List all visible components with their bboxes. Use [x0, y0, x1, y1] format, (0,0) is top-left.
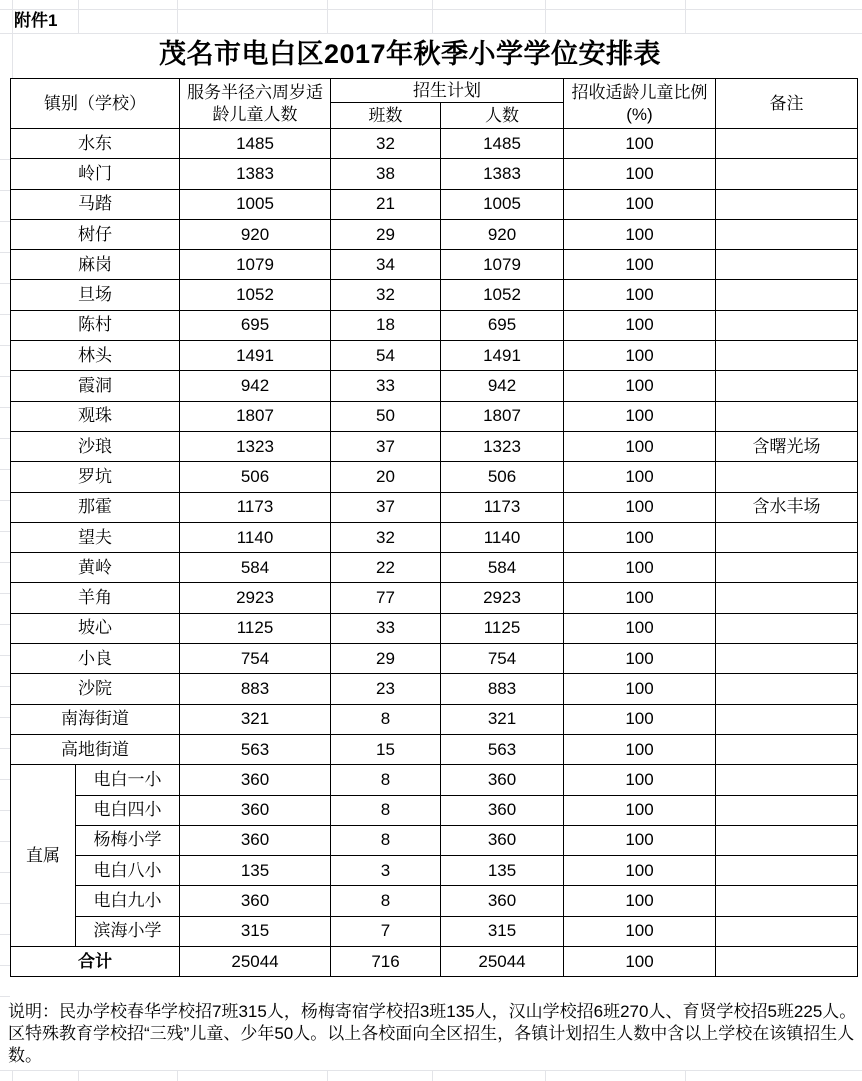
col-header-service-children: 服务半径六周岁适龄儿童人数 [180, 79, 331, 129]
cell-ratio: 100 [564, 825, 716, 855]
cell-ratio: 100 [564, 280, 716, 310]
cell-remark [716, 856, 858, 886]
cell-student-count: 360 [441, 765, 564, 795]
cell-children-count: 883 [180, 674, 331, 704]
cell-ratio: 100 [564, 159, 716, 189]
cell-student-count: 1173 [441, 492, 564, 522]
direct-group-label: 直属 [11, 765, 76, 947]
cell-remark [716, 341, 858, 371]
table-row [11, 825, 858, 855]
header-row-1 [11, 79, 858, 103]
cell-children-count: 360 [180, 886, 331, 916]
spreadsheet-gridline [0, 33, 862, 34]
table-row [11, 189, 858, 219]
cell-student-count: 321 [441, 704, 564, 734]
cell-student-count: 360 [441, 825, 564, 855]
table-row [11, 553, 858, 583]
spreadsheet-gridline [12, 1070, 13, 1081]
cell-student-count: 1807 [441, 401, 564, 431]
cell-ratio: 100 [564, 644, 716, 674]
cell-class-count: 23 [331, 674, 441, 704]
spreadsheet-gridline [177, 0, 178, 33]
cell-town: 树仔 [11, 219, 180, 249]
cell-town: 林头 [11, 341, 180, 371]
cell-student-count: 2923 [441, 583, 564, 613]
cell-remark [716, 916, 858, 946]
cell-class-count: 8 [331, 765, 441, 795]
table-row [11, 916, 858, 946]
cell-children-count: 1173 [180, 492, 331, 522]
cell-children-count: 1140 [180, 522, 331, 552]
cell-ratio: 100 [564, 856, 716, 886]
cell-class-count: 8 [331, 795, 441, 825]
cell-ratio: 100 [564, 371, 716, 401]
cell-remark [716, 250, 858, 280]
cell-ratio: 100 [564, 492, 716, 522]
cell-children-count: 1485 [180, 129, 331, 159]
cell-ratio: 100 [564, 462, 716, 492]
cell-remark [716, 129, 858, 159]
cell-student-count: 1485 [441, 129, 564, 159]
enrollment-table [10, 78, 858, 977]
cell-student-count: 1140 [441, 522, 564, 552]
cell-ratio: 100 [564, 219, 716, 249]
cell-town: 小良 [11, 644, 180, 674]
table-row [11, 431, 858, 461]
spreadsheet-gridline [177, 1070, 178, 1081]
cell-children-count: 920 [180, 219, 331, 249]
attachment-label: 附件1 [14, 11, 58, 30]
cell-ratio: 100 [564, 704, 716, 734]
cell-remark [716, 159, 858, 189]
cell-student-count: 563 [441, 734, 564, 764]
cell-town: 黄岭 [11, 553, 180, 583]
cell-ratio: 100 [564, 765, 716, 795]
cell-town: 陈村 [11, 310, 180, 340]
cell-ratio: 100 [564, 795, 716, 825]
cell-children-count: 1383 [180, 159, 331, 189]
page-title: 茂名市电白区2017年秋季小学学位安排表 [158, 39, 662, 69]
cell-class-count: 29 [331, 644, 441, 674]
cell-children-count: 1807 [180, 401, 331, 431]
cell-student-count: 1383 [441, 159, 564, 189]
table-row [11, 129, 858, 159]
spreadsheet-gridline [78, 1070, 79, 1081]
cell-class-count: 18 [331, 310, 441, 340]
cell-class-count: 21 [331, 189, 441, 219]
cell-ratio: 100 [564, 947, 716, 977]
cell-class-count: 50 [331, 401, 441, 431]
cell-student-count: 1005 [441, 189, 564, 219]
cell-class-count: 37 [331, 492, 441, 522]
cell-remark [716, 644, 858, 674]
cell-town: 马踏 [11, 189, 180, 219]
cell-children-count: 321 [180, 704, 331, 734]
cell-student-count: 360 [441, 795, 564, 825]
cell-class-count: 33 [331, 613, 441, 643]
cell-ratio: 100 [564, 613, 716, 643]
cell-children-count: 754 [180, 644, 331, 674]
cell-remark [716, 401, 858, 431]
spreadsheet-gridline [327, 1070, 328, 1081]
cell-ratio: 100 [564, 886, 716, 916]
table-row [11, 492, 858, 522]
cell-class-count: 15 [331, 734, 441, 764]
cell-town: 坡心 [11, 613, 180, 643]
cell-town: 观珠 [11, 401, 180, 431]
cell-remark [716, 734, 858, 764]
col-header-class-count: 班数 [331, 103, 441, 129]
cell-class-count: 34 [331, 250, 441, 280]
cell-children-count: 695 [180, 310, 331, 340]
cell-student-count: 360 [441, 886, 564, 916]
cell-children-count: 360 [180, 765, 331, 795]
cell-children-count: 1125 [180, 613, 331, 643]
cell-class-count: 32 [331, 522, 441, 552]
cell-student-count: 1125 [441, 613, 564, 643]
cell-remark [716, 674, 858, 704]
cell-children-count: 360 [180, 795, 331, 825]
col-header-remarks: 备注 [716, 79, 858, 129]
col-header-student-count: 人数 [441, 103, 564, 129]
cell-class-count: 7 [331, 916, 441, 946]
cell-children-count: 506 [180, 462, 331, 492]
cell-remark [716, 765, 858, 795]
cell-children-count: 315 [180, 916, 331, 946]
cell-children-count: 1052 [180, 280, 331, 310]
cell-remark [716, 310, 858, 340]
cell-town: 南海街道 [11, 704, 180, 734]
table-row [11, 310, 858, 340]
cell-class-count: 3 [331, 856, 441, 886]
cell-remark [716, 704, 858, 734]
cell-town: 羊角 [11, 583, 180, 613]
cell-town: 望夫 [11, 522, 180, 552]
cell-remark [716, 189, 858, 219]
total-row [11, 947, 858, 977]
table-row [11, 644, 858, 674]
cell-town: 岭门 [11, 159, 180, 189]
cell-children-count: 360 [180, 825, 331, 855]
table-row [11, 522, 858, 552]
cell-ratio: 100 [564, 674, 716, 704]
cell-class-count: 54 [331, 341, 441, 371]
cell-ratio: 100 [564, 583, 716, 613]
cell-children-count: 942 [180, 371, 331, 401]
cell-class-count: 33 [331, 371, 441, 401]
cell-student-count: 506 [441, 462, 564, 492]
cell-town: 水东 [11, 129, 180, 159]
spreadsheet-gridline [432, 1070, 433, 1081]
cell-student-count: 584 [441, 553, 564, 583]
cell-remark [716, 280, 858, 310]
cell-children-count: 2923 [180, 583, 331, 613]
cell-remark [716, 825, 858, 855]
cell-remark [716, 553, 858, 583]
table-row [11, 856, 858, 886]
cell-student-count: 315 [441, 916, 564, 946]
table-row [11, 219, 858, 249]
note-text: 说明：民办学校春华学校招7班315人，杨梅寄宿学校招3班135人，汉山学校招6班270人、育贤学校招5班225人。区特殊教育学校招“三残”儿童、少年50人。以上各校面向全区招生，各镇计划招生人数中含以上学校在该镇招生人数。 [8, 1002, 857, 1065]
cell-student-count: 754 [441, 644, 564, 674]
cell-remark [716, 613, 858, 643]
cell-class-count: 716 [331, 947, 441, 977]
table-row [11, 280, 858, 310]
cell-student-count: 695 [441, 310, 564, 340]
cell-class-count: 32 [331, 280, 441, 310]
spreadsheet-gridline [545, 1070, 546, 1081]
table-row [11, 401, 858, 431]
table-row [11, 613, 858, 643]
cell-children-count: 25044 [180, 947, 331, 977]
table-row [11, 765, 858, 795]
cell-town: 沙琅 [11, 431, 180, 461]
cell-town: 霞洞 [11, 371, 180, 401]
cell-remark [716, 947, 858, 977]
cell-ratio: 100 [564, 522, 716, 552]
spreadsheet-gridline [0, 9, 862, 10]
spreadsheet-gridline [545, 0, 546, 33]
cell-class-count: 29 [331, 219, 441, 249]
cell-town: 那霍 [11, 492, 180, 522]
col-header-town: 镇别（学校） [11, 79, 180, 129]
cell-school: 滨海小学 [76, 916, 180, 946]
table-row [11, 341, 858, 371]
table-row [11, 371, 858, 401]
table-row [11, 704, 858, 734]
cell-class-count: 20 [331, 462, 441, 492]
cell-student-count: 1491 [441, 341, 564, 371]
table-row [11, 159, 858, 189]
cell-remark: 含水丰场 [716, 492, 858, 522]
cell-remark [716, 886, 858, 916]
cell-ratio: 100 [564, 189, 716, 219]
cell-student-count: 1052 [441, 280, 564, 310]
cell-student-count: 1323 [441, 431, 564, 461]
cell-town: 罗坑 [11, 462, 180, 492]
table-row [11, 250, 858, 280]
cell-children-count: 563 [180, 734, 331, 764]
cell-student-count: 135 [441, 856, 564, 886]
cell-school: 电白九小 [76, 886, 180, 916]
cell-student-count: 942 [441, 371, 564, 401]
cell-class-count: 8 [331, 825, 441, 855]
cell-remark [716, 795, 858, 825]
cell-school: 杨梅小学 [76, 825, 180, 855]
cell-student-count: 25044 [441, 947, 564, 977]
cell-ratio: 100 [564, 310, 716, 340]
cell-remark: 含曙光场 [716, 431, 858, 461]
cell-ratio: 100 [564, 129, 716, 159]
cell-student-count: 883 [441, 674, 564, 704]
cell-class-count: 8 [331, 704, 441, 734]
table-row [11, 583, 858, 613]
cell-remark [716, 371, 858, 401]
cell-student-count: 1079 [441, 250, 564, 280]
cell-total-label: 合计 [11, 947, 180, 977]
cell-ratio: 100 [564, 431, 716, 461]
cell-student-count: 920 [441, 219, 564, 249]
spreadsheet-gridline [78, 0, 79, 33]
cell-ratio: 100 [564, 916, 716, 946]
cell-town: 高地街道 [11, 734, 180, 764]
cell-ratio: 100 [564, 553, 716, 583]
table-row [11, 674, 858, 704]
cell-remark [716, 522, 858, 552]
cell-remark [716, 219, 858, 249]
spreadsheet-gridline [0, 129, 10, 998]
cell-class-count: 22 [331, 553, 441, 583]
cell-class-count: 37 [331, 431, 441, 461]
cell-ratio: 100 [564, 401, 716, 431]
col-header-ratio: 招收适龄儿童比例(%) [564, 79, 716, 129]
cell-children-count: 135 [180, 856, 331, 886]
table-row [11, 462, 858, 492]
cell-class-count: 38 [331, 159, 441, 189]
spreadsheet-gridline [432, 0, 433, 33]
cell-ratio: 100 [564, 341, 716, 371]
cell-children-count: 1005 [180, 189, 331, 219]
cell-school: 电白一小 [76, 765, 180, 795]
cell-school: 电白八小 [76, 856, 180, 886]
cell-ratio: 100 [564, 250, 716, 280]
table-row [11, 795, 858, 825]
cell-town: 沙院 [11, 674, 180, 704]
table-row [11, 886, 858, 916]
cell-children-count: 1323 [180, 431, 331, 461]
spreadsheet-gridline [327, 0, 328, 33]
spreadsheet-gridline [0, 1070, 862, 1071]
cell-school: 电白四小 [76, 795, 180, 825]
cell-children-count: 584 [180, 553, 331, 583]
cell-town: 麻岗 [11, 250, 180, 280]
table-row [11, 734, 858, 764]
cell-class-count: 32 [331, 129, 441, 159]
spreadsheet-gridline [685, 1070, 686, 1081]
spreadsheet-gridline [685, 0, 686, 33]
cell-town: 旦场 [11, 280, 180, 310]
cell-class-count: 77 [331, 583, 441, 613]
cell-ratio: 100 [564, 734, 716, 764]
cell-remark [716, 583, 858, 613]
cell-remark [716, 462, 858, 492]
cell-class-count: 8 [331, 886, 441, 916]
col-header-enrollment-plan: 招生计划 [331, 79, 564, 103]
cell-children-count: 1079 [180, 250, 331, 280]
cell-children-count: 1491 [180, 341, 331, 371]
